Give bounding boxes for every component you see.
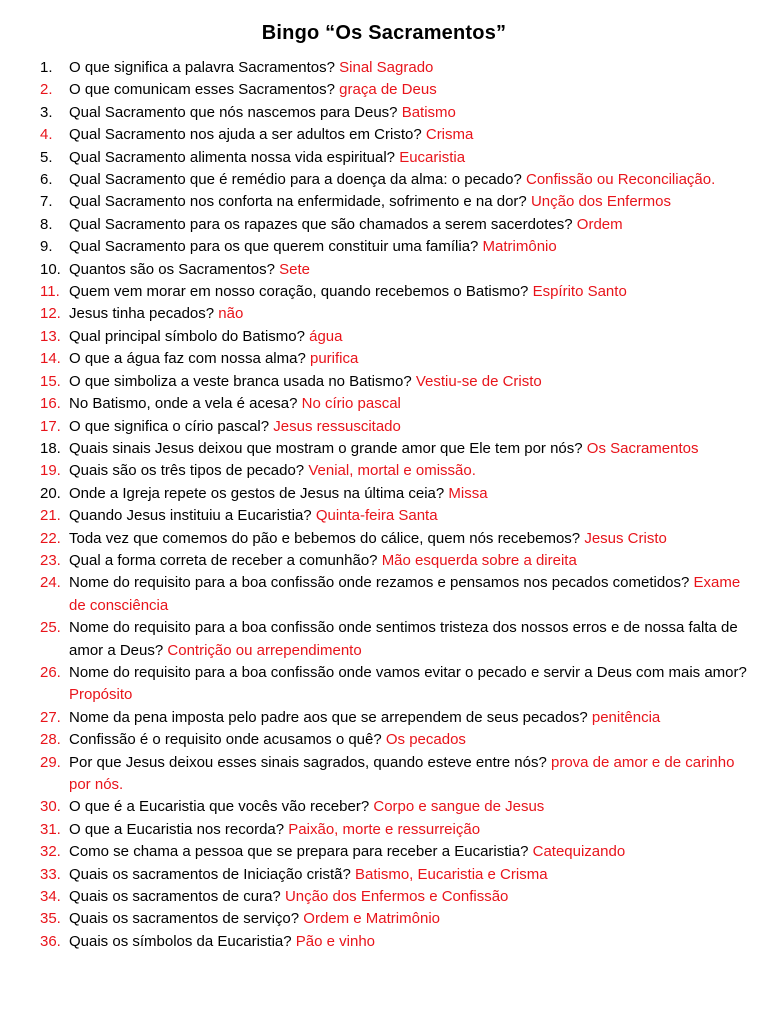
list-item	[40, 729, 752, 751]
question-text: Onde a Igreja repete os gestos de Jesus na última ceia?	[69, 484, 445, 502]
list-item	[40, 214, 752, 236]
item-number: 10.	[40, 260, 61, 278]
question-text: O que simboliza a veste branca usada no Batismo?	[69, 372, 412, 390]
answer-text: Sinal Sagrado	[339, 59, 434, 76]
item-number: 22.	[40, 529, 61, 547]
item-number: 1.	[40, 59, 53, 76]
question-text: No Batismo, onde a vela é acesa?	[69, 395, 298, 413]
item-text	[69, 752, 752, 797]
answer-text: Unção dos Enfermos	[530, 193, 672, 211]
answer-text: Jesus Cristo	[584, 529, 667, 547]
answer-text: Missa	[448, 484, 488, 502]
answer-text: graça de Deus	[339, 81, 437, 99]
answer-text: Contrição ou arrependimento	[167, 641, 362, 659]
list-item	[40, 147, 752, 169]
item-number: 9.	[40, 238, 53, 256]
list-item	[40, 550, 752, 572]
item-text	[69, 864, 752, 886]
item-text	[69, 550, 752, 572]
list-item	[40, 303, 752, 325]
item-text	[69, 707, 752, 729]
list-item	[40, 483, 752, 505]
list-item	[40, 416, 752, 438]
item-text	[69, 505, 752, 527]
item-text	[69, 662, 752, 707]
answer-text: prova de amor e de carinho por nós.	[69, 753, 735, 793]
list-item	[40, 191, 752, 213]
item-text	[69, 729, 752, 751]
question-text: O que significa a palavra Sacramentos?	[69, 59, 335, 76]
question-text: O que a Eucaristia nos recorda?	[69, 820, 285, 838]
item-text	[69, 371, 752, 393]
list-item	[40, 505, 752, 527]
question-text: Quem vem morar em nosso coração, quando recebemos o Batismo?	[69, 283, 529, 301]
answer-text: Sete	[279, 260, 310, 278]
item-text	[69, 416, 752, 438]
answer-text: Mão esquerda sobre a direita	[381, 551, 577, 569]
list-item	[40, 752, 752, 797]
answer-text: Unção dos Enfermos e Confissão	[284, 888, 509, 906]
answer-text: Exame de consciência	[69, 574, 741, 614]
item-number: 21.	[40, 507, 61, 525]
list-item	[40, 438, 752, 460]
list-item	[40, 707, 752, 729]
item-text	[69, 460, 752, 482]
question-text: O que é a Eucaristia que vocês vão receber?	[69, 798, 370, 816]
question-text: Quantos são os Sacramentos?	[69, 260, 275, 278]
question-text: Quais sinais Jesus deixou que mostram o grande amor que Ele tem por nós?	[69, 439, 583, 457]
answer-text: Os pecados	[385, 731, 466, 749]
item-number: 31.	[40, 820, 61, 838]
list-item	[40, 281, 752, 303]
list-item	[40, 886, 752, 908]
item-number: 15.	[40, 372, 61, 390]
answer-text: Jesus ressuscitado	[273, 417, 401, 435]
item-text	[69, 147, 752, 169]
question-text: Nome do requisito para a boa confissão onde sentimos tristeza dos nossos erros e de nossa falta de amor a Deus?	[69, 619, 738, 659]
item-number: 34.	[40, 888, 61, 906]
item-number: 3.	[40, 103, 53, 121]
item-text	[69, 236, 752, 258]
question-text: Qual a forma correta de receber a comunhão?	[69, 551, 378, 569]
list-item	[40, 326, 752, 348]
list-item	[40, 572, 752, 617]
item-text	[69, 438, 752, 460]
item-number: 24.	[40, 574, 61, 592]
item-text	[69, 259, 752, 281]
item-number: 19.	[40, 462, 61, 480]
answer-text: Propósito	[69, 686, 133, 704]
list-item	[40, 57, 752, 79]
item-text	[69, 102, 752, 124]
question-text: O que significa o círio pascal?	[69, 417, 270, 435]
item-text	[69, 796, 752, 818]
question-text: Jesus tinha pecados?	[69, 305, 215, 323]
list-item	[40, 617, 752, 662]
question-text: Qual Sacramento que nós nascemos para Deus?	[69, 103, 398, 121]
answer-text: Catequizando	[532, 843, 626, 861]
question-text: Qual Sacramento para os que querem constituir uma família?	[69, 238, 479, 256]
answer-text: Venial, mortal e omissão.	[308, 462, 476, 480]
question-text: Como se chama a pessoa que se prepara para receber a Eucaristia?	[69, 843, 529, 861]
question-text: Quais os símbolos da Eucaristia?	[69, 932, 292, 950]
question-text: Qual principal símbolo do Batismo?	[69, 327, 305, 345]
answer-text: purifica	[309, 350, 359, 368]
item-number: 32.	[40, 843, 61, 861]
question-text: Quais os sacramentos de serviço?	[69, 910, 300, 928]
answer-text: Vestiu-se de Cristo	[415, 372, 542, 390]
list-item	[40, 393, 752, 415]
answer-text: Paixão, morte e ressurreição	[288, 820, 481, 838]
item-text	[69, 528, 752, 550]
item-text	[69, 281, 752, 303]
item-number: 16.	[40, 395, 61, 413]
item-text	[69, 57, 752, 79]
item-text	[69, 908, 752, 930]
item-text	[69, 393, 752, 415]
question-text: Qual Sacramento nos ajuda a ser adultos em Cristo?	[69, 126, 422, 144]
item-number: 13.	[40, 327, 61, 345]
list-item	[40, 371, 752, 393]
answer-text: Os Sacramentos	[586, 439, 699, 457]
list-item	[40, 796, 752, 818]
answer-text: não	[218, 305, 244, 323]
item-number: 17.	[40, 417, 61, 435]
item-text	[69, 326, 752, 348]
question-text: Quais os sacramentos de cura?	[69, 888, 281, 906]
answer-text: Matrimônio	[482, 238, 557, 256]
item-text	[69, 348, 752, 370]
answer-text: água	[309, 327, 343, 345]
item-text	[69, 886, 752, 908]
item-text	[69, 931, 752, 953]
question-text: Qual Sacramento para os rapazes que são chamados a serem sacerdotes?	[69, 215, 573, 233]
list-item	[40, 662, 752, 707]
item-number: 12.	[40, 305, 61, 323]
list-item	[40, 124, 752, 146]
list-item	[40, 819, 752, 841]
list-item	[40, 841, 752, 863]
list-item	[40, 348, 752, 370]
item-text	[69, 124, 752, 146]
question-text: Nome da pena imposta pelo padre aos que se arrependem de seus pecados?	[69, 708, 588, 726]
question-text: Quando Jesus instituiu a Eucaristia?	[69, 507, 312, 525]
item-number: 18.	[40, 439, 61, 457]
list-item	[40, 460, 752, 482]
item-number: 29.	[40, 753, 61, 771]
item-text	[69, 214, 752, 236]
answer-text: Batismo	[401, 103, 456, 121]
question-text: Confissão é o requisito onde acusamos o quê?	[69, 731, 382, 749]
list-item	[40, 236, 752, 258]
list-item	[40, 528, 752, 550]
item-number: 6.	[40, 171, 53, 189]
list-item	[40, 169, 752, 191]
question-text: Qual Sacramento nos conforta na enfermidade, sofrimento e na dor?	[69, 193, 527, 211]
item-number: 7.	[40, 193, 53, 211]
list-item	[40, 931, 752, 953]
answer-text: Eucaristia	[399, 148, 466, 166]
item-number: 28.	[40, 731, 61, 749]
answer-text: Crisma	[425, 126, 474, 144]
item-number: 11.	[40, 283, 60, 301]
answer-text: Corpo e sangue de Jesus	[373, 798, 545, 816]
item-number: 36.	[40, 932, 61, 950]
item-text	[69, 617, 752, 662]
answer-text: Ordem	[576, 215, 623, 233]
item-text	[69, 169, 752, 191]
question-text: Quais os sacramentos de Iniciação cristã?	[69, 865, 351, 883]
list-item	[40, 908, 752, 930]
answer-text: Ordem e Matrimônio	[303, 910, 440, 928]
item-number: 33.	[40, 865, 61, 883]
question-text: O que comunicam esses Sacramentos?	[69, 81, 335, 99]
answer-text: Confissão ou Reconciliação.	[525, 171, 716, 189]
item-number: 5.	[40, 148, 53, 166]
item-number: 35.	[40, 910, 61, 928]
item-number: 8.	[40, 215, 53, 233]
answer-text: penitência	[591, 708, 661, 726]
question-list	[40, 57, 752, 953]
item-number: 30.	[40, 798, 61, 816]
item-number: 2.	[40, 81, 53, 99]
item-text	[69, 819, 752, 841]
question-text: Por que Jesus deixou esses sinais sagrados, quando esteve entre nós?	[69, 753, 547, 771]
item-number: 25.	[40, 619, 61, 637]
item-number: 26.	[40, 663, 61, 681]
question-text: Quais são os três tipos de pecado?	[69, 462, 305, 480]
question-text: Toda vez que comemos do pão e bebemos do cálice, quem nós recebemos?	[69, 529, 581, 547]
answer-text: Pão e vinho	[295, 932, 376, 950]
item-text	[69, 79, 752, 101]
item-number: 4.	[40, 126, 53, 144]
question-text: Nome do requisito para a boa confissão onde rezamos e pensamos nos pecados cometidos?	[69, 574, 690, 592]
list-item	[40, 259, 752, 281]
list-item	[40, 79, 752, 101]
item-text	[69, 303, 752, 325]
answer-text: No círio pascal	[301, 395, 401, 413]
item-text	[69, 483, 752, 505]
list-item	[40, 864, 752, 886]
item-number: 23.	[40, 551, 61, 569]
document-title: Bingo “Os Sacramentos”	[261, 22, 507, 44]
answer-text: Espírito Santo	[532, 283, 627, 301]
question-text: O que a água faz com nossa alma?	[69, 350, 306, 368]
item-text	[69, 841, 752, 863]
item-number: 20.	[40, 484, 61, 502]
question-text: Nome do requisito para a boa confissão onde vamos evitar o pecado e servir a Deus com mais amor?	[69, 663, 747, 681]
item-text	[69, 191, 752, 213]
item-number: 27.	[40, 708, 61, 726]
question-text: Qual Sacramento alimenta nossa vida espiritual?	[69, 148, 396, 166]
item-text	[69, 572, 752, 617]
list-item	[40, 102, 752, 124]
answer-text: Quinta-feira Santa	[315, 507, 438, 525]
item-number: 14.	[40, 350, 61, 368]
question-text: Qual Sacramento que é remédio para a doença da alma: o pecado?	[69, 171, 522, 189]
answer-text: Batismo, Eucaristia e Crisma	[354, 865, 548, 883]
